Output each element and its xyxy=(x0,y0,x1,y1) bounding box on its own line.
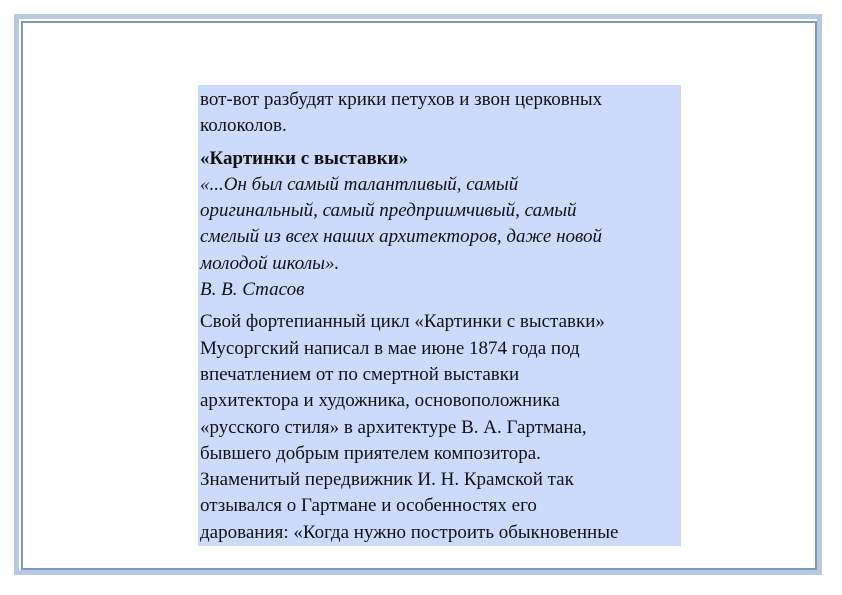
body-line: Свой фортепианный цикл «Картинки с выставки» xyxy=(200,311,605,333)
intro-line: вот-вот разбудят крики петухов и звон церковных xyxy=(200,89,603,110)
body-line: архитектора и художника, основоположника xyxy=(200,390,560,412)
quote-line: оригинальный, самый предприимчивый, самый xyxy=(200,200,577,222)
quote-line: смелый из всех наших архитекторов, даже новой xyxy=(200,226,603,248)
intro-line: колоколов. xyxy=(200,115,287,137)
section-heading: «Картинки с выставки» xyxy=(200,147,409,169)
body-line: Мусоргский написал в мае июне 1874 года под xyxy=(200,337,580,359)
body-line: дарования: «Когда нужно построить обыкновенные xyxy=(200,521,619,543)
body-line: отзывался о Гартмане и особенностях его xyxy=(200,495,537,517)
body-line: бывшего добрым приятелем композитора. xyxy=(200,442,541,464)
quote-line: молодой школы». xyxy=(200,252,340,274)
body-line: «русского стиля» в архитектуре В. А. Гартмана, xyxy=(200,416,587,438)
quote-author: В. В. Стасов xyxy=(200,279,305,301)
body-line: впечатлением от по смертной выставки xyxy=(200,363,520,385)
quote-line: «...Он был самый талантливый, самый xyxy=(200,173,519,195)
text-box xyxy=(198,85,681,546)
body-paragraph xyxy=(200,309,681,546)
quote-section xyxy=(200,146,681,304)
body-line: Знаменитый передвижник И. Н. Крамской так xyxy=(200,469,574,491)
intro-paragraph xyxy=(200,87,681,140)
